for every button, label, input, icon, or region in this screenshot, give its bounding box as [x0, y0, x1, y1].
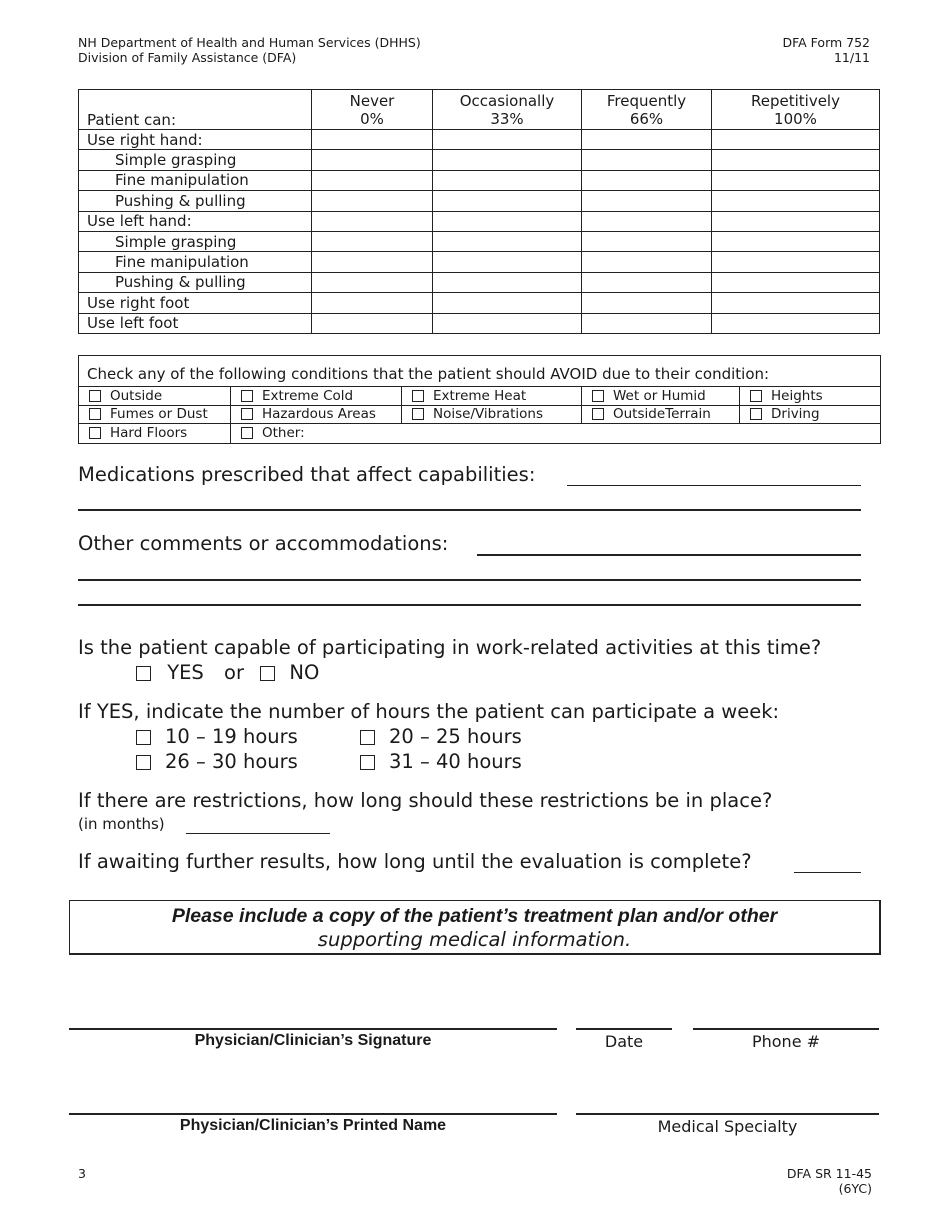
printed-name-label: Physician/Clinician’s Printed Name	[179, 1117, 447, 1134]
capability-cell[interactable]	[582, 313, 712, 333]
condition-label: Driving	[771, 406, 820, 423]
medications-input-line-2[interactable]	[78, 509, 861, 511]
avoid-conditions-box	[78, 355, 881, 444]
capability-cell[interactable]	[433, 231, 582, 251]
condition-label: Extreme Cold	[262, 387, 354, 404]
condition-label: Other:	[262, 425, 305, 442]
condition-checkbox[interactable]	[89, 408, 101, 420]
hours-option-31-40[interactable]	[360, 750, 522, 774]
column-header-frequently: Frequently 66%	[582, 90, 712, 130]
hours-option-10-19[interactable]	[136, 725, 298, 749]
footer-right	[787, 1166, 872, 1196]
condition-option[interactable]	[582, 387, 740, 405]
condition-row	[79, 387, 880, 406]
date-label: Date	[604, 1032, 644, 1051]
capability-cell[interactable]	[582, 150, 712, 170]
capability-cell[interactable]	[312, 252, 433, 272]
capability-cell[interactable]	[312, 170, 433, 190]
condition-checkbox[interactable]	[89, 390, 101, 402]
capability-row	[79, 231, 880, 251]
condition-label: Outside	[110, 387, 163, 404]
footer-code-2: (6YC)	[838, 1181, 872, 1196]
hours-10-19-checkbox[interactable]	[136, 730, 151, 745]
capability-cell[interactable]	[312, 211, 433, 231]
capability-row	[79, 252, 880, 272]
hours-31-40-label: 31 – 40 hours	[389, 750, 522, 773]
condition-row	[79, 424, 880, 443]
footer-code: DFA SR 11-45	[786, 1166, 872, 1181]
column-header-occasionally: Occasionally 33%	[433, 90, 582, 130]
hours-option-26-30[interactable]	[136, 750, 298, 774]
capability-cell[interactable]	[433, 293, 582, 313]
months-label: (in months)	[78, 815, 165, 833]
condition-label: Hazardous Areas	[262, 406, 376, 423]
capability-label: Simple grasping	[79, 150, 312, 170]
capability-cell[interactable]	[582, 252, 712, 272]
date-line[interactable]	[576, 1028, 672, 1030]
restrictions-question: If there are restrictions, how long should these restrictions be in place?	[78, 789, 773, 812]
no-label: NO	[289, 661, 320, 684]
condition-option[interactable]	[79, 406, 231, 424]
capabilities-header-row	[79, 90, 880, 130]
capability-label: Simple grasping	[79, 231, 312, 251]
capability-cell[interactable]	[582, 170, 712, 190]
condition-checkbox[interactable]	[89, 427, 101, 439]
condition-checkbox[interactable]	[750, 408, 762, 420]
hours-26-30-checkbox[interactable]	[136, 755, 151, 770]
capability-cell[interactable]	[712, 313, 880, 333]
condition-option[interactable]	[231, 406, 402, 424]
capability-label: Use left hand:	[79, 211, 312, 231]
capability-cell[interactable]	[312, 150, 433, 170]
treatment-plan-note	[69, 900, 881, 955]
capability-row	[79, 293, 880, 313]
condition-option[interactable]	[582, 406, 740, 424]
capability-cell[interactable]	[312, 191, 433, 211]
yes-checkbox[interactable]	[136, 666, 151, 681]
capability-cell[interactable]	[312, 313, 433, 333]
condition-checkbox[interactable]	[241, 427, 253, 439]
condition-label: Noise/Vibrations	[433, 406, 543, 423]
hours-20-25-label: 20 – 25 hours	[389, 725, 522, 748]
column-header-repetitively: Repetitively 100%	[712, 90, 880, 130]
capability-cell[interactable]	[712, 150, 880, 170]
capability-cell[interactable]	[582, 272, 712, 292]
awaiting-input-line[interactable]	[794, 872, 861, 873]
capability-cell[interactable]	[433, 313, 582, 333]
condition-label: OutsideTerrain	[613, 406, 711, 423]
capability-cell[interactable]	[433, 211, 582, 231]
capabilities-table	[78, 89, 880, 334]
yes-label: YES	[167, 661, 204, 684]
capability-cell[interactable]	[433, 252, 582, 272]
capability-cell[interactable]	[433, 191, 582, 211]
capability-label: Use left foot	[79, 313, 312, 333]
condition-option[interactable]	[231, 387, 402, 405]
comments-input-line-2[interactable]	[78, 579, 861, 581]
capability-cell[interactable]	[433, 170, 582, 190]
capability-row	[79, 313, 880, 333]
specialty-line[interactable]	[576, 1113, 879, 1115]
condition-option[interactable]	[79, 387, 231, 405]
condition-row	[79, 406, 880, 425]
capability-cell[interactable]	[433, 130, 582, 150]
capability-cell[interactable]	[312, 272, 433, 292]
hours-option-20-25[interactable]	[360, 725, 522, 749]
or-label: or	[224, 661, 244, 684]
months-input-line[interactable]	[186, 833, 330, 834]
capability-cell[interactable]	[582, 191, 712, 211]
hours-20-25-checkbox[interactable]	[360, 730, 375, 745]
condition-option[interactable]	[79, 424, 231, 443]
hours-10-19-label: 10 – 19 hours	[165, 725, 298, 748]
no-checkbox[interactable]	[260, 666, 275, 681]
condition-label: Hard Floors	[110, 425, 188, 442]
division-name: Division of Family Assistance (DFA)	[78, 50, 297, 65]
department-name: NH Department of Health and Human Services (DHHS)	[78, 35, 421, 50]
condition-label: Wet or Humid	[613, 387, 706, 404]
capability-cell[interactable]	[712, 293, 880, 313]
condition-option[interactable]	[402, 387, 582, 405]
condition-checkbox[interactable]	[750, 390, 762, 402]
medications-input-line[interactable]	[567, 485, 861, 486]
condition-option[interactable]	[740, 387, 880, 405]
note-line-2: supporting medical information.	[317, 928, 632, 951]
condition-option[interactable]	[402, 406, 582, 424]
capability-cell[interactable]	[582, 211, 712, 231]
capability-cell[interactable]	[712, 191, 880, 211]
hours-question: If YES, indicate the number of hours the patient can participate a week:	[78, 700, 780, 723]
capability-cell[interactable]	[712, 272, 880, 292]
capable-question: Is the patient capable of participating in work-related activities at this time?	[78, 636, 822, 659]
medications-label: Medications prescribed that affect capabilities:	[78, 463, 536, 486]
condition-checkbox[interactable]	[241, 408, 253, 420]
capability-cell[interactable]	[712, 170, 880, 190]
capability-label: Fine manipulation	[79, 170, 312, 190]
capability-label: Fine manipulation	[79, 252, 312, 272]
capability-cell[interactable]	[312, 293, 433, 313]
capability-row	[79, 150, 880, 170]
column-header-never: Never 0%	[312, 90, 433, 130]
capability-cell[interactable]	[712, 211, 880, 231]
condition-checkbox[interactable]	[412, 390, 424, 402]
awaiting-question: If awaiting further results, how long until the evaluation is complete?	[78, 850, 752, 873]
phone-label: Phone #	[751, 1032, 821, 1051]
capability-cell[interactable]	[582, 293, 712, 313]
capability-label: Use right hand:	[79, 130, 312, 150]
capability-cell[interactable]	[312, 130, 433, 150]
capability-label: Pushing & pulling	[79, 191, 312, 211]
capability-cell[interactable]	[433, 150, 582, 170]
hours-26-30-label: 26 – 30 hours	[165, 750, 298, 773]
capability-row	[79, 272, 880, 292]
capability-cell[interactable]	[582, 130, 712, 150]
comments-label: Other comments or accommodations:	[78, 532, 449, 555]
form-date: 11/11	[833, 50, 870, 65]
phone-line[interactable]	[693, 1028, 879, 1030]
header-left	[78, 35, 421, 65]
capability-label: Use right foot	[79, 293, 312, 313]
specialty-label: Medical Specialty	[657, 1117, 798, 1136]
header-right	[782, 35, 870, 65]
capability-row	[79, 211, 880, 231]
comments-input-line[interactable]	[477, 554, 861, 556]
capable-options	[136, 661, 319, 685]
condition-option[interactable]	[740, 406, 880, 424]
condition-label: Extreme Heat	[433, 387, 527, 404]
capability-row	[79, 191, 880, 211]
condition-label: Fumes or Dust	[110, 406, 208, 423]
capability-cell[interactable]	[712, 130, 880, 150]
capability-cell[interactable]	[712, 231, 880, 251]
comments-input-line-3[interactable]	[78, 604, 861, 606]
patient-can-label: Patient can:	[79, 90, 312, 130]
form-number: DFA Form 752	[782, 35, 870, 50]
capability-cell[interactable]	[312, 231, 433, 251]
hours-31-40-checkbox[interactable]	[360, 755, 375, 770]
condition-checkbox[interactable]	[592, 390, 604, 402]
condition-option[interactable]	[231, 424, 880, 443]
capability-cell[interactable]	[712, 252, 880, 272]
capability-cell[interactable]	[433, 272, 582, 292]
signature-line[interactable]	[69, 1028, 557, 1030]
condition-checkbox[interactable]	[241, 390, 253, 402]
capability-label: Pushing & pulling	[79, 272, 312, 292]
capability-row	[79, 170, 880, 190]
signature-label: Physician/Clinician’s Signature	[194, 1032, 432, 1049]
condition-checkbox[interactable]	[412, 408, 424, 420]
printed-name-line[interactable]	[69, 1113, 557, 1115]
note-line-1: Please include a copy of the patient’s treatment plan and/or other	[171, 905, 778, 927]
capability-row	[79, 130, 880, 150]
avoid-conditions-title: Check any of the following conditions that the patient should AVOID due to their condition:	[79, 356, 880, 387]
page-number: 3	[78, 1166, 86, 1181]
condition-label: Heights	[771, 387, 823, 404]
capability-cell[interactable]	[582, 231, 712, 251]
condition-checkbox[interactable]	[592, 408, 604, 420]
